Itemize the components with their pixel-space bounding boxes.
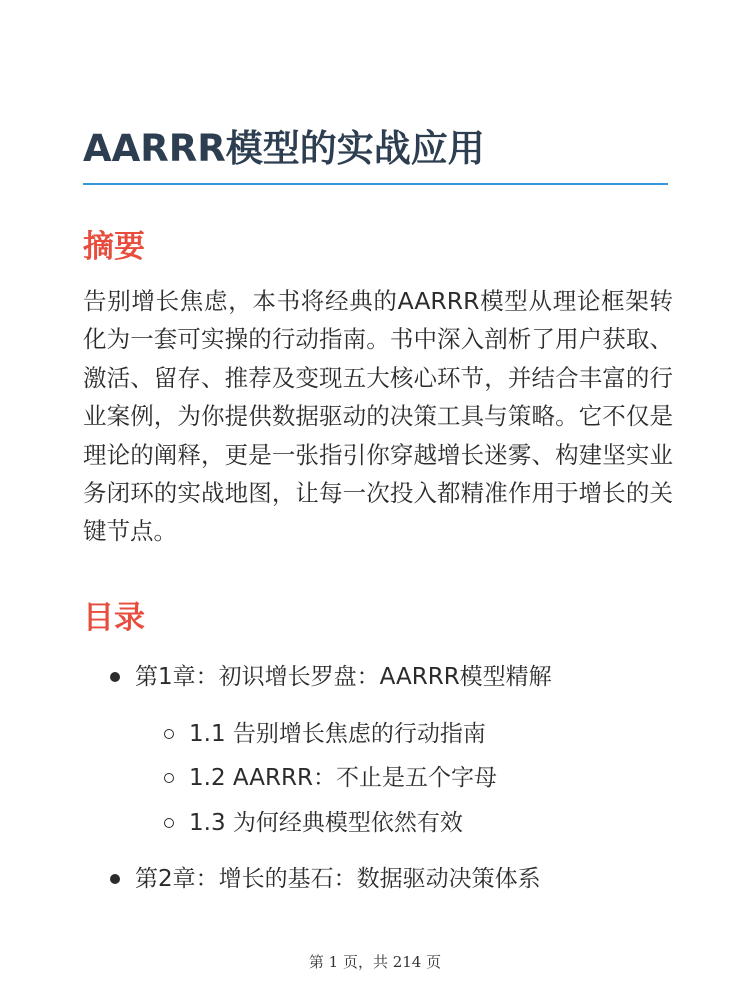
toc-section-label: 1.3 为何经典模型依然有效 xyxy=(189,810,463,836)
toc-section-1-1[interactable] xyxy=(189,719,486,749)
document-title: AARRR模型的实战应用 xyxy=(83,127,485,170)
toc-section-label: 1.2 AARRR：不止是五个字母 xyxy=(189,765,497,791)
page-number-footer: 第 1 页，共 214 页 xyxy=(308,953,442,971)
abstract-paragraph: 告别增长焦虑，本书将经典的AARRR模型从理论框架转化为一套可实操的行动指南。书中深入剖析了用户获取、激活、留存、推荐及变现五大核心环节，并结合丰富的行业案例，为你提供数据驱动的决策工具与策略。它不仅是理论的阐释，更是一张指引你穿越增长迷雾、构建坚实业务闭环的实战地图，让每一次投入都精准作用于增长的关键节点。 xyxy=(83,287,673,546)
bullet-disc-icon xyxy=(110,874,120,884)
toc-section-1-3[interactable] xyxy=(189,808,463,838)
toc-chapter-label: 第1章：初识增长罗盘：AARRR模型精解 xyxy=(135,664,552,690)
toc-chapter-1[interactable] xyxy=(135,662,552,692)
title-divider xyxy=(83,183,668,185)
bullet-circle-icon xyxy=(164,729,174,739)
abstract-heading: 摘要 xyxy=(83,229,145,265)
toc-heading: 目录 xyxy=(83,600,145,636)
toc-chapter-label: 第2章：增长的基石：数据驱动决策体系 xyxy=(135,866,541,892)
bullet-circle-icon xyxy=(164,818,174,828)
bullet-disc-icon xyxy=(110,672,120,682)
toc-section-1-2[interactable] xyxy=(189,763,497,793)
bullet-circle-icon xyxy=(164,773,174,783)
toc-section-label: 1.1 告别增长焦虑的行动指南 xyxy=(189,721,486,747)
toc-chapter-2[interactable] xyxy=(135,864,541,894)
